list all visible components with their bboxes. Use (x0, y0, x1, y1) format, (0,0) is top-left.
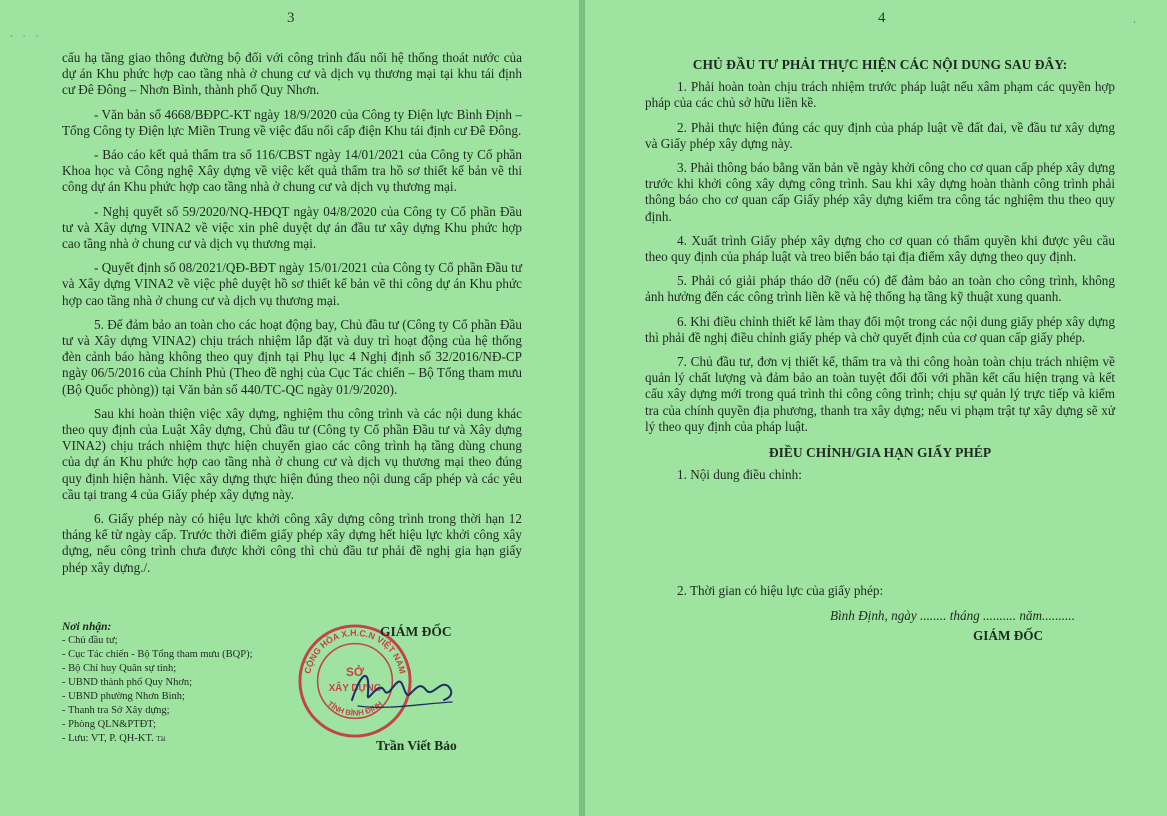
recipients-block (62, 620, 292, 746)
signature-underline (358, 702, 452, 707)
paragraph: - Báo cáo kết quả thẩm tra số 116/CBST ngày 14/01/2021 của Công ty Cổ phần Khoa học và Công nghệ Xây dựng về việc kết quả thẩm tra hồ sơ thiết kế bản vẽ thi công dự án Khu phức hợp cao tầng nhà ở chung cư và dịch vụ thương mại. (62, 147, 522, 195)
date-line: Bình Định, ngày ........ tháng .......... năm.......... (829, 607, 1075, 623)
recipient-item: - Cục Tác chiến - Bộ Tổng tham mưu (BQP); (62, 648, 292, 662)
paper-specks: ⋅ ⋅ ⋅ (10, 32, 43, 41)
signer-title: GIÁM ĐỐC (380, 624, 452, 639)
recipient-item: - UBND thành phố Quy Nhơn; (62, 676, 292, 690)
validity-label: 2. Thời gian có hiệu lực của giấy phép: (677, 583, 884, 599)
requirement-item: 5. Phải có giải pháp tháo dỡ (nếu có) để đảm bảo an toàn cho công trình, không ảnh hưởng đến các công trình liền kề và hệ thống hạ tầng kỹ thuật xung quanh. (645, 273, 1115, 305)
blank-fill-area (645, 491, 1115, 583)
recipient-item (62, 732, 292, 746)
requirement-item: 1. Phải hoàn toàn chịu trách nhiệm trước pháp luật nếu xâm phạm các quyền hợp pháp của các chủ sở hữu liền kề. (645, 79, 1115, 111)
requirement-item: 2. Phải thực hiện đúng các quy định của pháp luật về đất đai, về đầu tư xây dựng và Giấy phép xây dựng này. (645, 119, 1115, 151)
recipient-item: - UBND phường Nhơn Bình; (62, 690, 292, 704)
recipient-archive: Lưu: VT, P. QH-KT. (68, 733, 154, 744)
paper-specks: ⋅ (1133, 18, 1140, 27)
requirement-item: 4. Xuất trình Giấy phép xây dựng cho cơ quan có thẩm quyền khi được yêu cầu theo quy định của pháp luật và treo biển báo tại địa điểm xây dựng theo quy định. (645, 232, 1115, 265)
paragraph: Sau khi hoàn thiện việc xây dựng, nghiệm thu công trình và các nội dung khác theo quy định của Luật Xây dựng, Chủ đầu tư (Công ty Cổ phần Đầu tư và Xây dựng VINA2) chịu trách nhiệm thực hiện chuyển giao các công trình hạ tầng dùng chung của dự án Khu phức hợp cao tầng nhà ở chung cư và dịch vụ thương mại theo đúng quy định hiện hành. Việc xây dựng thực hiện đúng theo nội dung cấp phép và các yêu cầu tại trang 4 của Giấy phép xây dựng này. (62, 405, 522, 502)
paragraph: 5. Để đảm bảo an toàn cho các hoạt động bay, Chủ đầu tư (Công ty Cổ phần Đầu tư và Xây dựng VINA2) chịu trách nhiệm lắp đặt và duy trì hoạt động của hệ thống đèn cảnh báo hàng không theo quy định tại Phụ lục 4 Nghị định số 32/2016/NĐ-CP ngày 06/5/2016 của Chính Phủ (Theo đề nghị của Cục Tác chiến – Bộ Tổng tham mưu (Bộ Quốc phòng)) tại Văn bản số 440/TC-QC ngày 01/9/2020). (62, 316, 522, 397)
paragraph: - Văn bản số 4668/BĐPC-KT ngày 18/9/2020 của Công ty Điện lực Bình Định – Tổng Công ty Điện lực Miền Trung về việc đấu nối cấp điện Khu tái định cư Đê Đông. (62, 106, 522, 138)
signature-stroke (352, 676, 451, 700)
stamp-ring-text: CỘNG HÒA X.H.C.N VIỆT NAM (302, 627, 408, 675)
page-3-body (62, 50, 522, 584)
paragraph: cấu hạ tầng giao thông đường bộ đối với công trình đấu nối hệ thống thoát nước của dự án Khu phức hợp cao tầng nhà ở chung cư và dịch vụ thương mại tại khu tái định cư Đê Đông – Nhơn Bình, thành phố Quy Nhơn. (62, 50, 522, 98)
signer-title: GIÁM ĐỐC (973, 627, 1043, 643)
recipient-item: - Phòng QLN&PTĐT; (62, 718, 292, 732)
adjustment-heading: ĐIỀU CHỈNH/GIA HẠN GIẤY PHÉP (768, 445, 992, 461)
recipients-list (62, 634, 292, 746)
stamp-center-line2: XÂY DỰNG (328, 682, 382, 694)
recipient-item: - Chủ đầu tư; (62, 634, 292, 648)
recipient-archive-initials: Tài (156, 735, 166, 743)
requirement-item: 3. Phải thông báo bằng văn bản về ngày khởi công cho cơ quan cấp phép xây dựng trước khi khởi công xây dựng công trình. Sau khi xây dựng hoàn thành công trình phải thông báo cho cơ quan cấp Giấy phép xây dựng kiểm tra công tác nghiệm thu theo quy định. (645, 160, 1115, 224)
page-number: 3 (287, 10, 295, 26)
signer-name: Trần Viết Bảo (376, 738, 457, 753)
section-heading: CHỦ ĐẦU TƯ PHẢI THỰC HIỆN CÁC NỘI DUNG SAU ĐÂY: (692, 57, 1068, 72)
adjustment-content-label: 1. Nội dung điều chỉnh: (677, 467, 802, 483)
recipient-item: - Thanh tra Sở Xây dựng; (62, 704, 292, 718)
paragraph: - Nghị quyết số 59/2020/NQ-HĐQT ngày 04/8/2020 của Công ty Cổ phần Đầu tư và Xây dựng VINA2 về việc xin phê duyệt dự án đầu tư xây dựng Khu phức hợp cao tầng nhà ở chung cư và dịch vụ thương mại. (62, 203, 522, 252)
stamp-center-line1: SỞ (346, 665, 364, 680)
page-4 (584, 0, 1167, 816)
recipient-item: - Bộ Chỉ huy Quân sự tỉnh; (62, 662, 292, 676)
paragraph: - Quyết định số 08/2021/QĐ-BĐT ngày 15/01/2021 của Công ty Cổ phần Đầu tư và Xây dựng VINA2 về việc phê duyệt hồ sơ thiết kế bản vẽ thi công dự án Khu phức hợp cao tầng nhà ở chung cư và dịch vụ thương mại. (62, 260, 522, 308)
requirement-item: 7. Chủ đầu tư, đơn vị thiết kế, thẩm tra và thi công hoàn toàn chịu trách nhiệm về quản lý chất lượng và đảm bảo an toàn tuyệt đối đối với phần kết cấu hiện trạng và kết cấu xây dựng mới trong quá trình thi công công trình; chịu sự quản lý trực tiếp và kiểm tra của chính quyền địa phương, thanh tra xây dựng; nếu vi phạm trật tự xây dựng sẽ xử lý theo quy định của pháp luật. (645, 354, 1115, 434)
recipients-title: Nơi nhận: (62, 621, 112, 633)
handwritten-signature (348, 660, 458, 714)
stamp-bottom-text: TỈNH BÌNH ĐỊNH (325, 699, 385, 718)
paragraph: 6. Giấy phép này có hiệu lực khởi công xây dựng công trình trong thời hạn 12 tháng kể từ ngày cấp. Trước thời điểm giấy phép xây dựng hết hiệu lực khởi công xây dựng, nếu công trình chưa được khởi công thì chủ đầu tư phải đề nghị gia hạn giấy phép xây dựng./. (62, 511, 522, 575)
requirement-item: 6. Khi điều chỉnh thiết kế làm thay đổi một trong các nội dung giấy phép xây dựng thì phải đề nghị điều chỉnh giấy phép và chờ quyết định của cơ quan cấp giấy phép. (645, 313, 1115, 345)
page-number: 4 (878, 10, 886, 26)
page-3 (0, 0, 580, 816)
page-4-body (645, 57, 1115, 644)
